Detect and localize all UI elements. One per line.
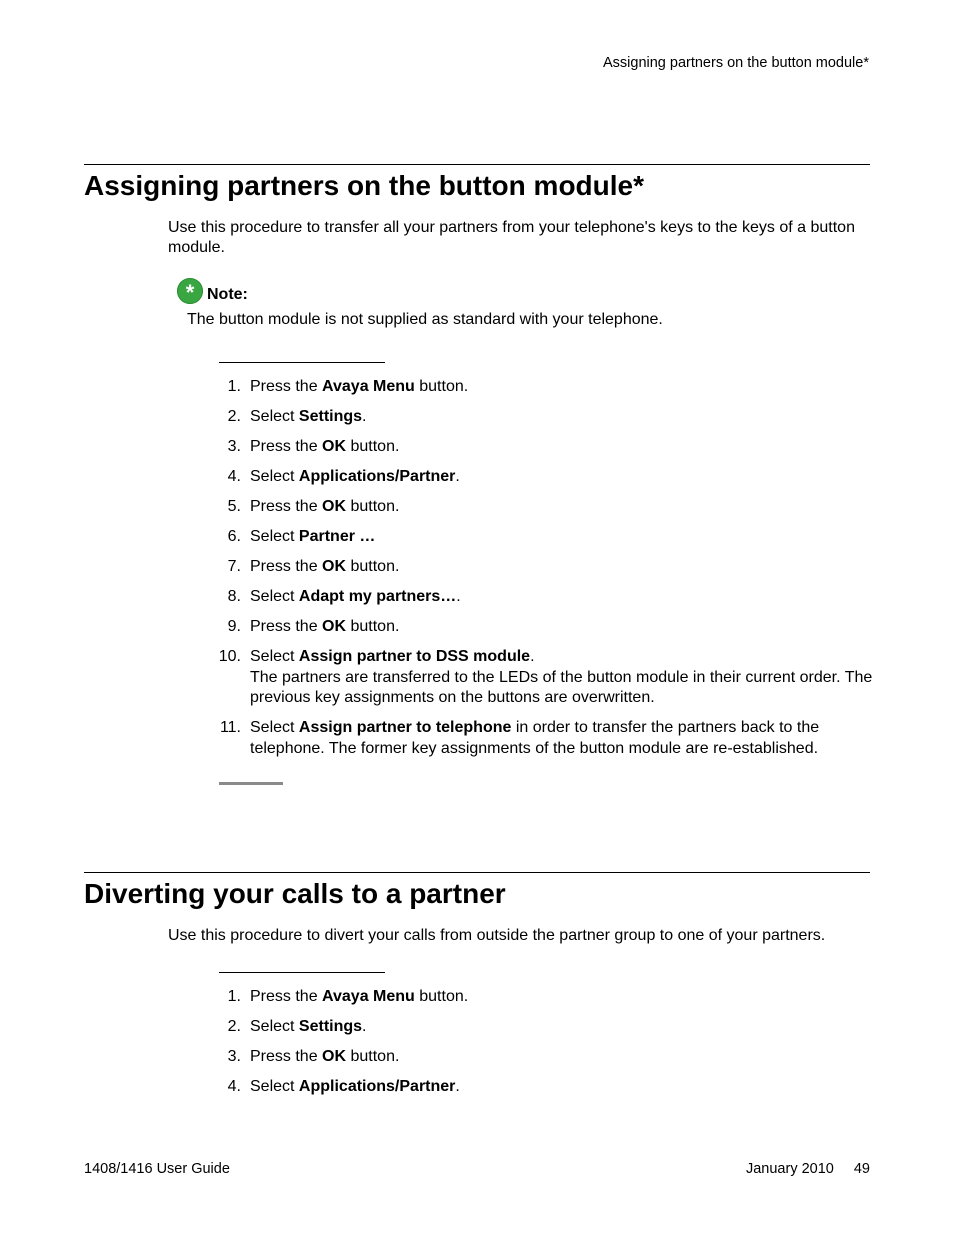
- step-text: [250, 1047, 875, 1068]
- step-text-plain: button.: [346, 1048, 400, 1065]
- step-text: [250, 987, 875, 1008]
- step-text: [250, 497, 875, 518]
- footer-date: January 2010: [745, 1161, 834, 1177]
- step-text: [250, 1017, 875, 1038]
- step-text-plain: Press the: [250, 498, 323, 515]
- step-text-plain: button.: [414, 988, 469, 1005]
- step-text-plain: .: [362, 1018, 367, 1035]
- step-text-plain: in order to transfer the partners back to the telephone. The former key assignments of the button module are re-established.: [250, 719, 820, 757]
- step-text: [250, 617, 875, 638]
- step-number: 9.: [227, 618, 241, 635]
- step-text: [250, 587, 875, 608]
- step-text-plain: button.: [346, 438, 400, 455]
- step-number: 4.: [227, 468, 241, 485]
- step-text-plain: Press the: [250, 378, 323, 395]
- step-text: [250, 718, 875, 759]
- step-ui-term: OK: [322, 438, 347, 455]
- step-ui-term: Partner …: [298, 528, 376, 545]
- step-number: 5.: [227, 498, 241, 515]
- step-text: [250, 407, 875, 428]
- section-divider: [84, 164, 870, 165]
- step-text-plain: Select: [250, 408, 299, 425]
- step-number: 2.: [227, 1018, 241, 1035]
- step-ui-term: Settings: [298, 1018, 363, 1035]
- step-number: 1.: [227, 378, 241, 395]
- step-text-plain: Select: [250, 648, 299, 665]
- step-ui-term: OK: [322, 1048, 347, 1065]
- section-title: Diverting your calls to a partner: [84, 878, 506, 909]
- note-label: [177, 278, 248, 304]
- procedure-rule: [219, 972, 385, 973]
- step-text-plain: Press the: [250, 1048, 323, 1065]
- step-ui-term: Assign partner to DSS module: [298, 648, 531, 665]
- step-text-plain: Press the: [250, 558, 323, 575]
- step-ui-term: OK: [322, 498, 347, 515]
- step-text-plain: button.: [346, 618, 400, 635]
- step-ui-term: OK: [322, 558, 347, 575]
- step-text-plain: button.: [346, 498, 400, 515]
- step-text: [250, 557, 875, 578]
- step-number: 1.: [227, 988, 241, 1005]
- footer-guide: 1408/1416 User Guide: [84, 1161, 230, 1177]
- step-ui-term: Avaya Menu: [322, 378, 415, 395]
- step-number: 10.: [218, 648, 241, 665]
- step-text-plain: .: [530, 648, 535, 665]
- step-text-plain: Select: [250, 1078, 299, 1095]
- running-header: Assigning partners on the button module*: [602, 55, 869, 71]
- note-star-icon: *: [177, 278, 203, 304]
- procedure-rule: [219, 362, 385, 363]
- step-text: [250, 1077, 875, 1098]
- note-label-text: Note:: [207, 286, 248, 303]
- step-number: 4.: [227, 1078, 241, 1095]
- section-intro: Use this procedure to divert your calls from outside the partner group to one of your partners.: [168, 927, 826, 944]
- section-intro: Use this procedure to transfer all your partners from your telephone's keys to the keys of a button module.: [168, 219, 855, 256]
- step-number: 3.: [227, 1048, 241, 1065]
- step-number: 2.: [227, 408, 241, 425]
- note-text: The button module is not supplied as standard with your telephone.: [187, 311, 663, 328]
- step-text: [250, 377, 875, 398]
- step-text-plain: Select: [250, 588, 299, 605]
- step-ui-term: OK: [322, 618, 347, 635]
- step-text-plain: Press the: [250, 988, 323, 1005]
- step-text-plain: Select: [250, 1018, 299, 1035]
- step-ui-term: Adapt my partners…: [298, 588, 457, 605]
- step-text: [250, 467, 875, 488]
- step-text-plain: .: [455, 1078, 460, 1095]
- step-result: The partners are transferred to the LEDs of the button module in their current order. The previous key assignments on the buttons are overwritten.: [250, 668, 873, 706]
- step-text-plain: .: [362, 408, 367, 425]
- section-divider: [84, 872, 870, 873]
- step-text-plain: button.: [346, 558, 400, 575]
- step-text-plain: button.: [414, 378, 469, 395]
- step-number: 6.: [227, 528, 241, 545]
- section-title: Assigning partners on the button module*: [84, 170, 644, 201]
- step-number: 7.: [227, 558, 241, 575]
- step-number: 11.: [219, 719, 241, 736]
- step-ui-term: Avaya Menu: [322, 988, 415, 1005]
- step-ui-term: Assign partner to telephone: [298, 719, 512, 736]
- step-number: 8.: [227, 588, 241, 605]
- step-text-plain: Select: [250, 528, 299, 545]
- step-text-plain: Select: [250, 468, 299, 485]
- step-text: [250, 437, 875, 458]
- step-text-plain: .: [455, 468, 460, 485]
- step-ui-term: Settings: [298, 408, 363, 425]
- step-text: [250, 647, 875, 709]
- procedure-end-rule: [219, 782, 283, 785]
- step-text-plain: Select: [250, 719, 299, 736]
- step-text: [250, 527, 875, 548]
- step-number: 3.: [227, 438, 241, 455]
- step-text-plain: Press the: [250, 438, 323, 455]
- step-text-plain: Press the: [250, 618, 323, 635]
- step-ui-term: Applications/Partner: [298, 468, 456, 485]
- step-text-plain: .: [456, 588, 461, 605]
- page-number: 49: [853, 1161, 870, 1177]
- step-ui-term: Applications/Partner: [298, 1078, 456, 1095]
- footer-date-page: [746, 1161, 870, 1177]
